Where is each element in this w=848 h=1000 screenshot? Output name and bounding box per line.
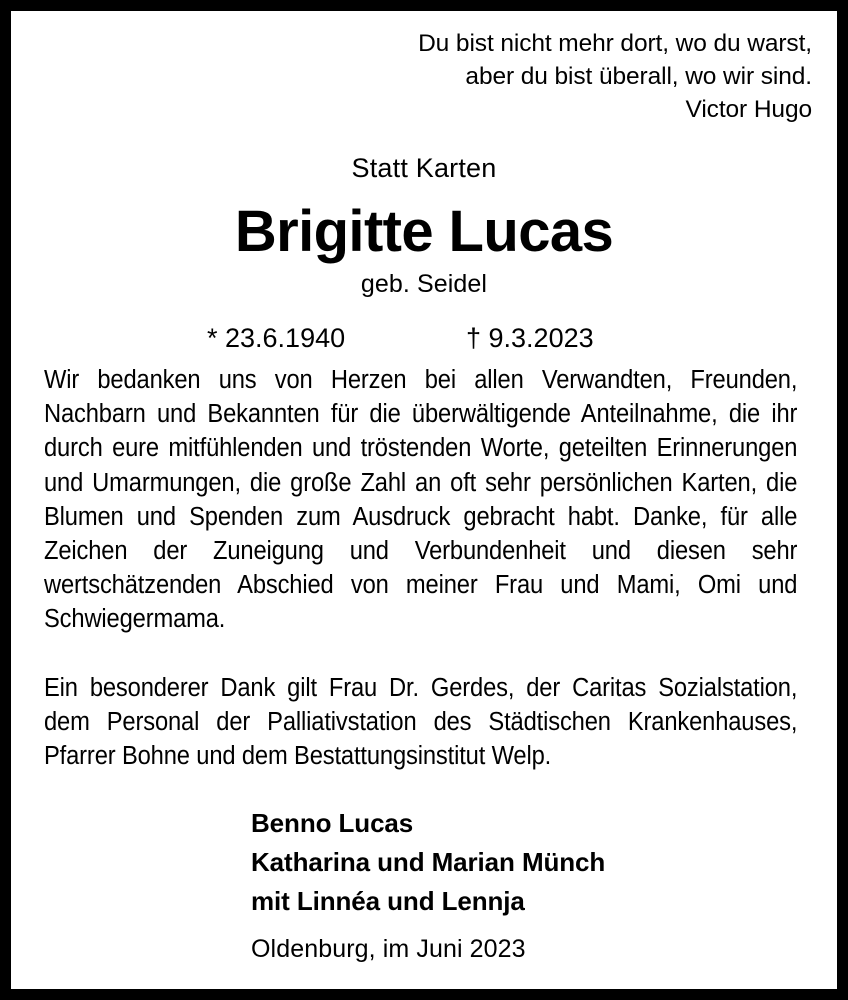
body-paragraph-2: Ein besonderer Dank gilt Frau Dr. Gerdes, der Caritas Sozialstation, dem Personal der Palliativstation des Städtischen Krankenhauses, Pfarrer Bohne und dem Bestattungsinstitut Welp. bbox=[44, 673, 798, 771]
quote-line-2: aber du bist überall, wo wir sind. bbox=[465, 63, 812, 90]
signatory-name-3: mit Linnéa und Lennja bbox=[251, 886, 525, 916]
deceased-full-name: Brigitte Lucas bbox=[234, 199, 614, 264]
life-dates-row bbox=[11, 321, 837, 355]
signatory-name-2: Katharina und Marian Münch bbox=[251, 847, 606, 877]
birth-date: * 23.6.1940 bbox=[207, 323, 346, 353]
memorial-quote bbox=[41, 27, 812, 126]
deceased-maiden-name: geb. Seidel bbox=[360, 270, 488, 298]
deceased-heading bbox=[11, 151, 837, 299]
statt-karten-label: Statt Karten bbox=[351, 153, 497, 183]
notice-inner bbox=[11, 11, 837, 989]
quote-line-1: Du bist nicht mehr dort, wo du warst, bbox=[418, 30, 812, 57]
death-date: † 9.3.2023 bbox=[466, 323, 594, 353]
body-paragraph-1: Wir bedanken uns von Herzen bei allen Verwandten, Freunden, Nachbarn und Bekannten für die überwältigende Anteilnahme, die ihr durch eure mitfühlenden und tröstenden Worte, geteilten Erinnerungen und Umarmungen, die große Zahl an oft sehr persönlichen Karten, die Blumen und Spenden zum Ausdruck gebracht habt. Danke, für alle Zeichen der Zuneigung und Verbundenheit und diesen sehr wertschätzenden Abschied von meiner Frau und Mami, Omi und Schwiegermama. bbox=[44, 366, 798, 634]
place-and-date: Oldenburg, im Juni 2023 bbox=[251, 935, 526, 963]
quote-author: Victor Hugo bbox=[685, 96, 812, 123]
signatory-name-1: Benno Lucas bbox=[251, 808, 414, 838]
signature-block bbox=[251, 804, 605, 966]
thank-you-text bbox=[44, 363, 798, 773]
